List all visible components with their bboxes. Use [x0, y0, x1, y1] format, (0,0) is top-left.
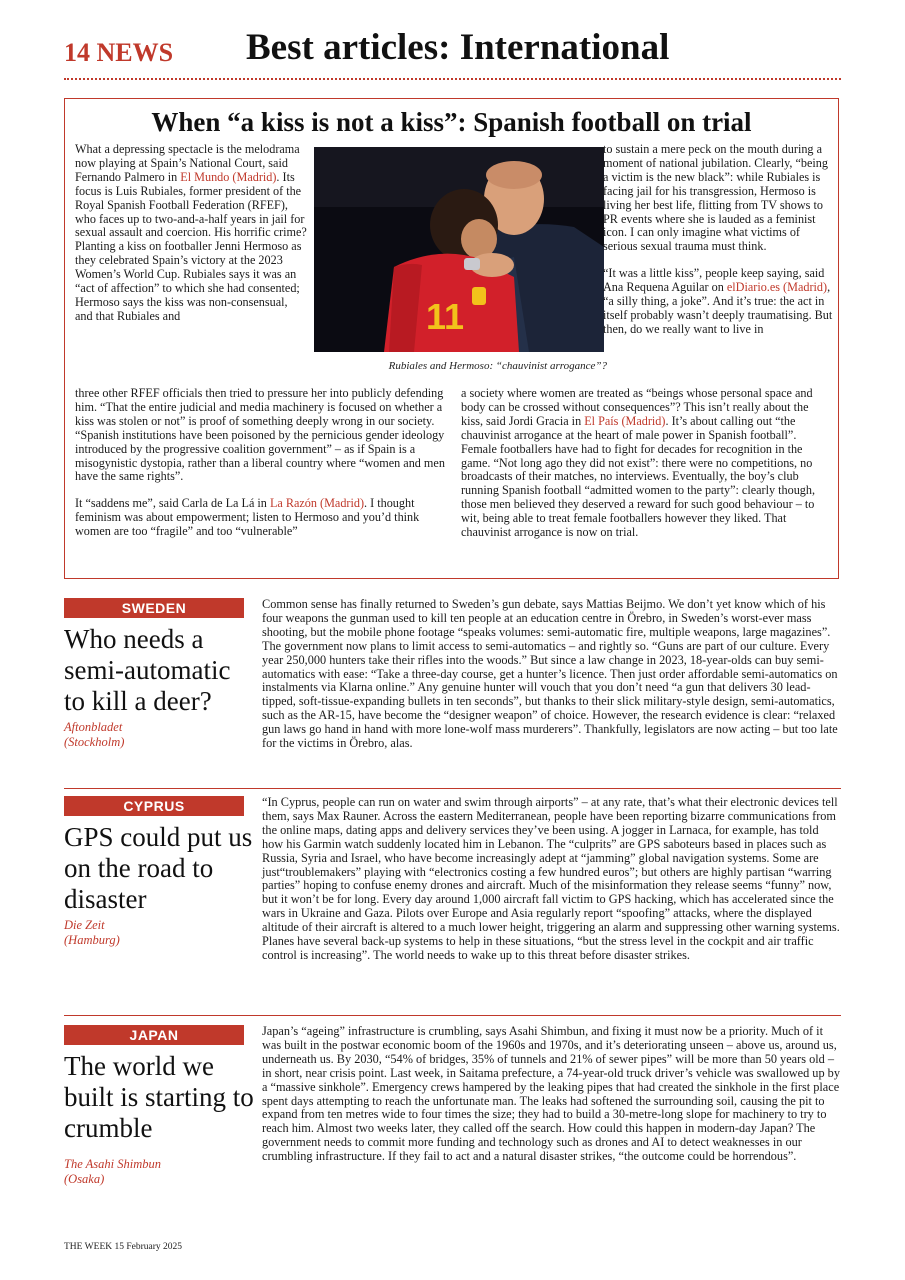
section-source: The Asahi Shimbun (Osaka): [64, 1157, 161, 1186]
section-headline: GPS could put us on the road to disaster: [64, 822, 253, 914]
feature-col2-bottom: a society where women are treated as “beings whose personal space and body can be crossed without consequences”? This isn’t really about the kiss, said Jordi Gracia in El País (Madrid). It’s about calling out “the chauvinist arrogance at the heart of male power in Spanish football”. Female footballers have had to fight for decades for recognition in the game. “Not long ago they did not exist”: there were no competitions, no broadcasts of their matches, no interviews. Eventually, the boy’s club running Spanish football “admitted women to the party”: clearly though, those men believed they deserved a reward for such good behaviour – to wit, being able to treat female footballers however they liked. That chauvinist arrogance is now on trial.: [461, 386, 816, 540]
section-source: Die Zeit (Hamburg): [64, 918, 120, 947]
section-source: Aftonbladet (Stockholm): [64, 720, 125, 749]
source-eldiario: elDiario.es (Madrid): [726, 280, 828, 295]
source-el-mundo: El Mundo (Madrid): [180, 169, 277, 184]
section-rule: [64, 788, 841, 789]
feature-box: [64, 98, 839, 579]
section-rule: [64, 1015, 841, 1016]
page-number: 14 NEWS: [64, 38, 174, 67]
country-badge: JAPAN: [64, 1025, 244, 1045]
section-body: Common sense has finally returned to Sweden’s gun debate, says Mattias Beijmo. We don’t yet know which of his four weapons the gunman used to kill ten people at an education centre in Örebro, in Sweden’s worst-ever mass shooting, but the mobile phone footage “speaks volumes: semi-automatic fire, multiple weapons, large magazines”. The government now plans to limit access to semi-automatics – and rightly so. “Guns are part of our culture. Every year 250,000 hunters take their rifles into the woods.” But since a law change in 2023, 18-year-olds can buy semi-automatics with ease: “Take a three-day course, get a hunter’s licence. Then just order affordable semi-automatics on instalments via Klarna online.” Any genuine hunter will vouch that you don’t need “a gun that delivers 30 lead-tipped, soft-tissue-expanding bullets in ten seconds”, but thanks to their slick military-style design, semi-automatics, such as the AR-15, have become the “designer weapon” of choice. However, the research evidence is clear: “relaxed gun laws go hand in hand with more lone-wolf mass murderers”. Thankfully, legislators are now acting – but too late for the victims in Örebro, alas.: [262, 597, 838, 751]
feature-photo: [314, 147, 604, 352]
feature-title: When “a kiss is not a kiss”: Spanish football on trial: [151, 107, 752, 137]
source-el-pais: El País (Madrid): [584, 413, 666, 428]
source-la-razon: La Razón (Madrid): [269, 496, 365, 511]
section-japan: [64, 1025, 841, 1215]
header-rule: [64, 78, 841, 80]
feature-photo-caption: Rubiales and Hermoso: “chauvinist arrogance”?: [388, 360, 607, 372]
page-title: Best articles: International: [246, 27, 670, 68]
feature-col1-top: What a depressing spectacle is the melodrama now playing at Spain’s National Court, said Fernando Palmero in El Mundo (Madrid). Its focus is Luis Rubiales, former president of the Royal Spanish Football Federation (RFEF), who faces up to two-and-a-half years in jail for sexual assault and coercion. His horrific crime? Planting a kiss on footballer Jenni Hermoso as they celebrated Spain’s victory at the 2023 Women’s World Cup. Rubiales says it was an “act of affection” to which she had consented; Hermoso says the kiss was non-consensual, and that Rubiales and: [75, 142, 307, 323]
section-headline: Who needs a semi-automatic to kill a deer?: [64, 624, 231, 716]
section-body: “In Cyprus, people can run on water and swim through airports” – at any rate, that’s what their electronic devices tell them, says Max Rauner. Across the eastern Mediterranean, people have been reporting bizarre communications from the online maps, dating apps and delivery services they’ve been using. A jogger in Larnaca, for example, has told how his Garmin watch suddenly located him in Lebanon. The “culprits” are GPS saboteurs based in places such as Russia, Syria and Israel, who have become increasingly adept at “jamming” global navigation systems. Some are just“troublemakers” playing with “electronics costing a few hundred euros”; but others are highly partisan “warring parties” hoping to confuse enemy drones and aircraft. Much of the misinformation they release seems “funny” now, but it won’t be for long. Every day around 1,000 aircraft fall victim to GPS hacking, which has accelerated since the wars in Ukraine and Gaza. Pilots over Europe and Asia regularly report “spoofing” attacks, where the displayed altitude of their aircraft is altered to a much lower height, triggering an alarm and suppressing other warning systems. Planes have several back-up systems to help in these situations, “but the stress level in the cockpit and air traffic control is increasing”. The world needs to wake up to this threat before disaster strikes.: [262, 795, 840, 962]
footer: THE WEEK 15 February 2025: [64, 1242, 183, 1252]
feature-col2-top: to sustain a mere peck on the mouth during a moment of national jubilation. Clearly, “being a victim is the new black”: while Rubiales is facing jail for his transgression, Hermoso is living her best life, flitting from TV shows to PR events where she is lauded as a feminist icon. I can only imagine what victims of serious sexual trauma must think. “It was a little kiss”, people keep saying, said Ana Requena Aguilar on elDiario.es (Madrid), “a silly thing, a joke”. And it’s true: the act in itself probably wasn’t deeply traumatising. But then, do we really want to live in: [603, 142, 833, 336]
section-body: Japan’s “ageing” infrastructure is crumbling, says Asahi Shimbun, and fixing it must now be a priority. Much of it was built in the postwar economic boom of the 1960s and 1970s, and it’s deteriorating unseen – above us, around us, underneath us. By 2030, “54% of bridges, 35% of tunnels and 21% of sewer pipes” will be more than 50 years old – in short, near crisis point. Last week, in Saitama prefecture, a 74-year-old truck driver’s vehicle was swallowed up by a “massive sinkhole”. Emergency crews hampered by the leaking pipes that had created the sinkhole in the first place spent days attempting to reach the unfortunate man. The leaks had softened the surrounding soil, causing the pit to expand from ten metres wide to four times the size; they had to build a 30-metre-long slope for machinery to try to reach him. Almost two weeks later, they called off the search. How could this happen in modern-day Japan? The government needs to commit more funding and technology such as drones and AI to detect weaknesses in our crumbling infrastructure. If they fail to act and a natural disaster strikes, “the outcome could be horrendous”.: [262, 1024, 840, 1164]
section-headline: The world we built is starting to crumble: [64, 1051, 254, 1143]
section-sweden: [64, 598, 841, 784]
section-cyprus: [64, 796, 841, 1010]
country-badge: CYPRUS: [64, 796, 244, 816]
feature-col1-continued: three other RFEF officials then tried to pressure her into publicly defending him. “That the entire judicial and media machinery is focused on whether a kiss was stolen or not” is proof of something deeply wrong in our society. “Spanish institutions have been poisoned by the pernicious gender ideology introduced by the progressive coalition government” – as if Spain is a misogynistic dystopia, rather than a liberal country where “women and men have the same rights”. It “saddens me”, said Carla de La Lá in La Razón (Madrid). I thought feminism was about empowerment; listen to Hermoso and you’d think women are too “fragile” and too “vulnerable”: [75, 386, 445, 539]
svg-text:11: 11: [426, 296, 465, 337]
feature-photo-illustration: [314, 147, 604, 352]
country-badge: SWEDEN: [64, 598, 244, 618]
